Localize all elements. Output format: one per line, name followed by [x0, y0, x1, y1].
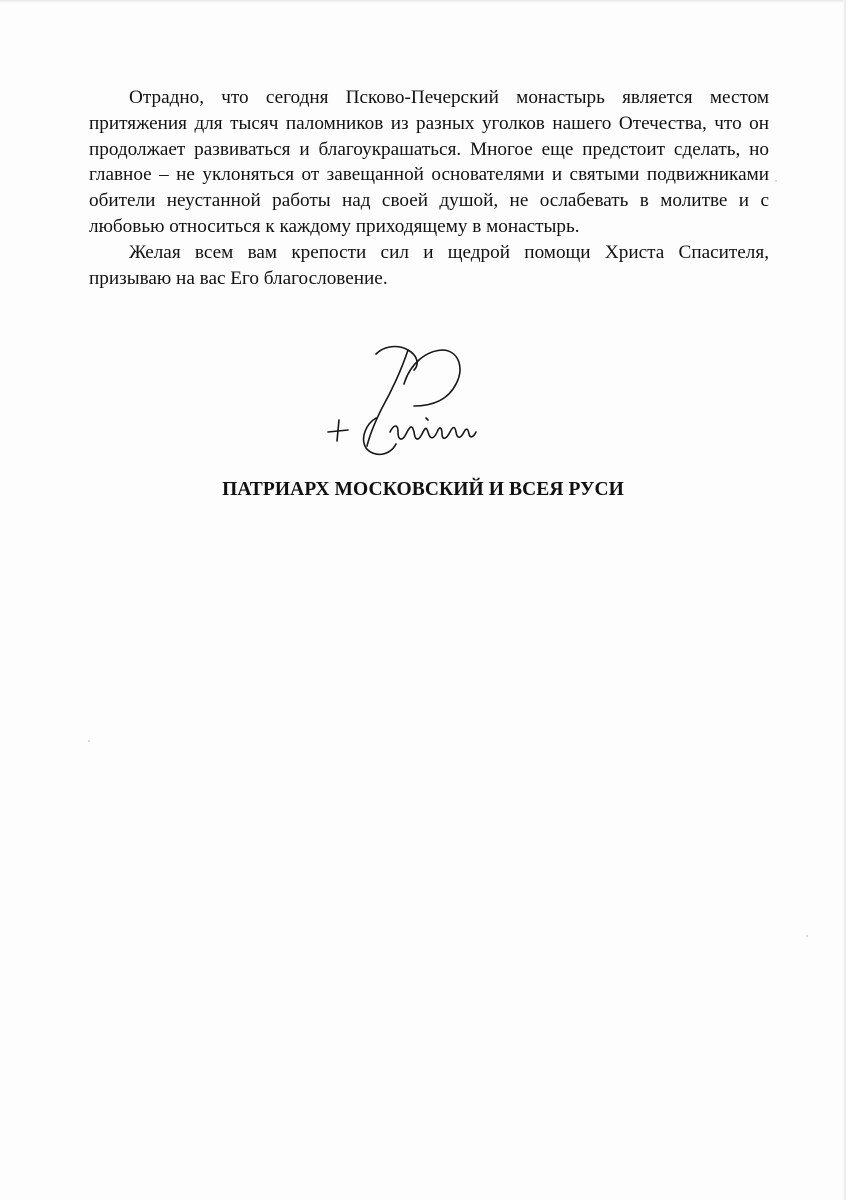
handwritten-signature	[322, 340, 482, 465]
letter-paragraph-2: Желая всем вам крепости сил и щедрой помощи Христа Спасителя, призываю на вас Его благословение.	[89, 241, 769, 289]
letter-paragraph-1: Отрадно, что сегодня Псково-Печерский монастырь является местом притяжения для тысяч паломников из разных уголков нашего Отечества, что он продолжает развиваться и благоукрашаться. Многое еще предстоит сделать, но главное – не уклоняться от завещанной основателями и святыми подвижниками обители неустанной работы над своей душой, не ослабевать в молитве и с любовью относиться к каждому приходящему в монастырь.	[89, 87, 769, 237]
signature-cursive	[390, 426, 476, 439]
scan-speck	[775, 180, 777, 182]
signature-bowl	[364, 418, 396, 454]
signature-dot	[426, 418, 428, 420]
scan-speck	[88, 740, 90, 742]
signature-flourish-top	[376, 347, 417, 370]
scan-edge-top	[0, 0, 846, 3]
signature-loop	[404, 350, 460, 406]
signature-flourish-stem	[367, 350, 408, 446]
signature-cross-vertical	[337, 420, 339, 441]
signatory-title: ПАТРИАРХ МОСКОВСКИЙ И ВСЕЯ РУСИ	[222, 479, 624, 500]
letter-body	[89, 85, 769, 291]
scan-speck	[806, 935, 808, 937]
